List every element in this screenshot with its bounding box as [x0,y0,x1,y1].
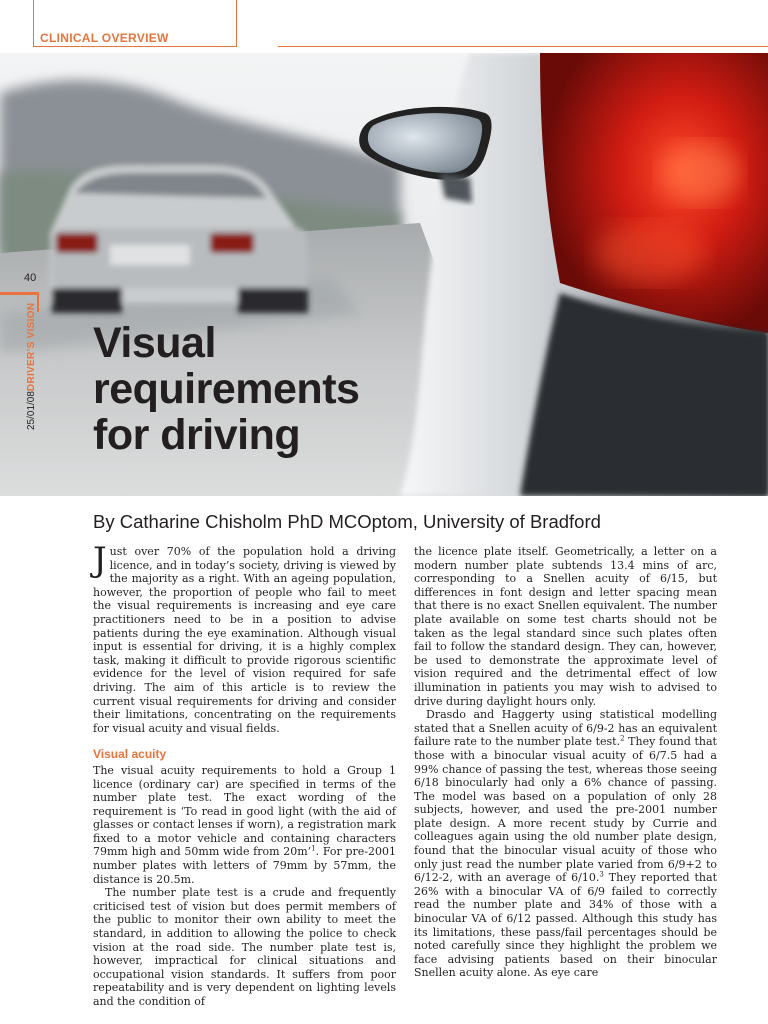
reference-3: 3 [599,870,604,879]
body-column-right [414,545,717,980]
paragraph-intro [93,540,396,735]
requirements-text: The visual acuity requirements to hold a Group 1 licence (ordinary car) are specified in terms of the number plate test. The exact wording of the requirement is ‘To read in good light (with the aid of glasses or contact lenses if worn), a registration mark fixed to a motor vehicle and containing characters 79mm high and 50mm wide from 20m’ [93,763,396,859]
rail-bar [37,292,39,312]
section-label: CLINICAL OVERVIEW [40,31,169,45]
article-title [93,320,393,458]
studies-text-b: They found that those with a binocular visual acuity of 6/7.5 had a 99% chance of passing the test, whereas those seeing 6/18 binocularly had only a 6% chance of passing. The model was based on a population of only 28 subjects, however, and used the pre-2001 number plate design. A more recent study by Currie and colleagues again using the old number plate design, found that the binocular visual acuity of those who only just read the number plate varied from 6/9+2 to 6/12-2, with an average of 6/10. [414,735,717,885]
title-line-1: Visual [93,319,216,367]
paragraph-licence-plate: the licence plate itself. Geometrically, a letter on a modern number plate subtends 13.4 mins of arc, corresponding to a Snellen acuity of 6/15, but differences in font design and letter spacing mean that there is no exact Snellen equivalent. The number plate available on some test charts should not be taken as the legal standard since such plates often fail to follow the standard design. They can, however, be used to demonstrate the approximate level of vision required and the detrimental effect of low illumination in patients you may wish to advised to drive during daylight hours only. [414,545,717,708]
paragraph-number-plate: The number plate test is a crude and frequently criticised test of vision but does permit members of the public to monitor their own ability to meet the standard, in addition to allowing the police to check vision at the road side. The number plate test is, however, impractical for clinical situations and occupational vision standards. It suffers from poor repeatability and is very dependent on lighting levels and the condition of [93,886,396,1008]
paragraph-requirements [93,764,396,886]
page-number: 40 [24,272,37,284]
title-line-2: requirements [93,365,360,413]
section-name: DRIVER’S VISION [26,302,37,392]
studies-text-c: They reported that 26% with a binocular VA of 6/9 failed to correctly read the number plate and 34% of those with a binocular VA of 6/12 passed. Although this study has its limitations, these pass/fail percentages should be noted carefully since they highlight the problem we face advising patients based on their binocular Snellen acuity alone. As eye care [414,871,717,980]
paragraph-studies [414,708,717,980]
requirements-text-cont: . For pre-2001 number plates with letters of 79mm by 57mm, the distance is 20.5m. [93,845,397,886]
title-line-3: for driving [93,411,301,459]
issue-date: 25/01/08 [26,391,37,430]
header-rule [278,46,768,47]
reference-1: 1 [311,844,316,853]
byline: By Catharine Chisholm PhD MCOptom, University of Bradford [93,511,601,532]
rail-tick [0,292,38,295]
reference-2: 2 [620,734,625,743]
issue-rail [26,303,37,430]
body-column-left [93,540,397,1009]
studies-text-a: Drasdo and Haggerty using statistical modelling stated that a Snellen acuity of 6/9-2 has an equivalent failure rate to the number plate test. [414,708,717,749]
subheading-visual-acuity: Visual acuity [93,747,167,762]
drop-cap: J [93,540,107,580]
intro-text: ust over 70% of the population hold a driving licence, and in today’s society, driving is viewed by the majority as a right. With an ageing population, however, the proportion of people who fail to meet the visual requirements is increasing and eye care practitioners need to be in a position to advise patients during the eye examination. Although visual input is essential for driving, it is a highly complex task, making it difficult to provide rigorous scientific evidence for the level of vision required for safe driving. The aim of this article is to review the current visual requirements for driving and consider their limitations, concentrating on the requirements for visual acuity and visual fields. [93,545,396,735]
